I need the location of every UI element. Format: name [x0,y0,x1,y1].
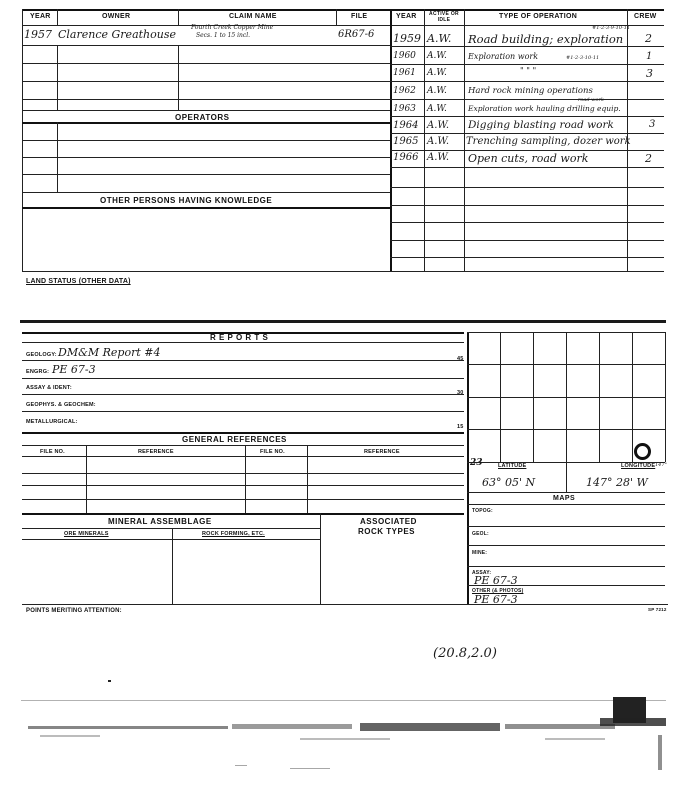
op-type-3: " " " [520,66,537,75]
maps-topog: TOPOG: [472,508,493,514]
grid-number-23: 23 [470,458,483,468]
header-owner: OWNER [102,13,131,20]
header-active-idle: ACTIVE OR IDLE [429,11,459,23]
engrg-value: PE 67-3 [52,363,96,376]
owner-name: Clarence Greathouse [58,28,176,41]
maps-mine: MINE: [472,550,488,556]
op-status-4: A.W. [427,86,447,96]
op-year-7: 1965 [393,136,419,147]
op-status-6: A.W. [427,120,450,131]
maps-title: MAPS [553,495,576,502]
land-status-label: LAND STATUS (OTHER DATA) [26,278,131,285]
metallurgical-label: METALLURGICAL: [26,419,78,425]
header-year-ops: YEAR [396,13,417,20]
op-type-1: Road building; exploration [468,32,624,46]
maps-other: OTHER (& PHOTOS) [472,588,524,594]
margin-45: 45 [457,356,464,362]
col-file-no-1: FILE NO. [40,449,65,455]
col-reference-2: REFERENCE [364,449,400,455]
op-status-8: A.W. [427,152,450,163]
associated-label: ASSOCIATED [360,517,417,526]
coordinate-note: (20.8,2.0) [433,646,497,661]
ore-minerals-label: ORE MINERALS [64,531,109,537]
op-status-7: A.W. [427,136,450,147]
op-type-2: Exploration work [468,52,539,61]
latitude-label: LATITUDE [498,463,527,469]
op-type-4: Hard rock mining operations [468,86,593,96]
op-type-8: Open cuts, road work [468,152,589,165]
longitude-value: 147° 28' W [586,476,648,489]
op-crew-3: 3 [646,67,653,80]
north-circle-icon [634,443,651,460]
rock-forming-label: ROCK FORMING, ETC. [202,531,265,537]
mineral-assemblage-title: MINERAL ASSEMBLAGE [108,517,212,526]
op-status-5: A.W. [427,104,447,114]
op-status-1: A.W. [427,32,452,45]
points-meriting-label: POINTS MERITING ATTENTION: [26,608,122,614]
op-status-2: A.W. [427,51,447,61]
op-year-8: 1966 [393,152,419,163]
owner-year: 1957 [24,28,52,41]
header-type-of-operation: TYPE OF OPERATION [499,13,578,20]
op-crew-1: 2 [645,32,652,45]
margin-30: 30 [457,390,464,396]
longitude-label: LONGITUDE [621,463,656,469]
reports-title: R E P O R T S [210,333,269,342]
op-crew-8: 2 [645,152,652,165]
op-note-2: #1-2-3-10-11 [566,55,600,61]
op-crew-6: 3 [649,119,656,130]
op-note-5: road work [578,97,604,103]
col-file-no-2: FILE NO. [260,449,285,455]
op-type-7: Trenching sampling, dozer work [466,136,631,147]
claim-name-line2: Secs. 1 to 15 incl. [196,32,251,39]
margin-15: 15 [457,424,464,430]
owner-file: 6R67-6 [338,29,375,40]
maps-assay-value: PE 67-3 [474,574,518,587]
latitude-value: 63° 05' N [482,476,536,489]
other-persons-title: OTHER PERSONS HAVING KNOWLEDGE [100,196,273,205]
op-year-3: 1961 [393,68,416,78]
op-year-2: 1960 [393,51,416,61]
assay-label: ASSAY & IDENT: [26,385,72,391]
maps-geol: GEOL: [472,531,489,537]
form-number: SP 7212 [648,607,667,612]
maps-assay: ASSAY: [472,570,492,576]
op-status-3: A.W. [427,68,447,78]
geophys-label: GEOPHYS. & GEOCHEM: [26,402,96,408]
op-type-6: Digging blasting road work [468,119,614,131]
operators-title: OPERATORS [175,113,230,122]
header-file: FILE [351,13,368,20]
op-crew-2: 1 [646,51,653,62]
header-crew: CREW [634,13,657,20]
op-year-1: 1959 [393,32,421,45]
header-year: YEAR [30,13,51,20]
header-claim-name: CLAIM NAME [229,13,277,20]
op-year-4: 1962 [393,86,416,96]
col-reference-1: REFERENCE [138,449,174,455]
op-year-5: 1963 [393,104,416,114]
op-year-6: 1964 [393,120,419,131]
maps-other-value: PE 67-3 [474,593,518,606]
geology-value: DM&M Report #4 [58,346,161,359]
claim-name-line1: Fourth Creek Copper Mine [191,24,274,31]
scan-separator [20,320,666,323]
geology-label: GEOLOGY: [26,352,57,358]
op-type-5: Exploration work hauling drilling equip. [468,104,621,113]
general-references-title: GENERAL REFERENCES [182,435,287,444]
longitude-note: 147° [655,462,668,468]
op-note-1: #1-2-3-9-10-11 [592,25,631,31]
engrg-label: ENGRG: [26,369,50,375]
rock-types-label: ROCK TYPES [358,527,416,536]
